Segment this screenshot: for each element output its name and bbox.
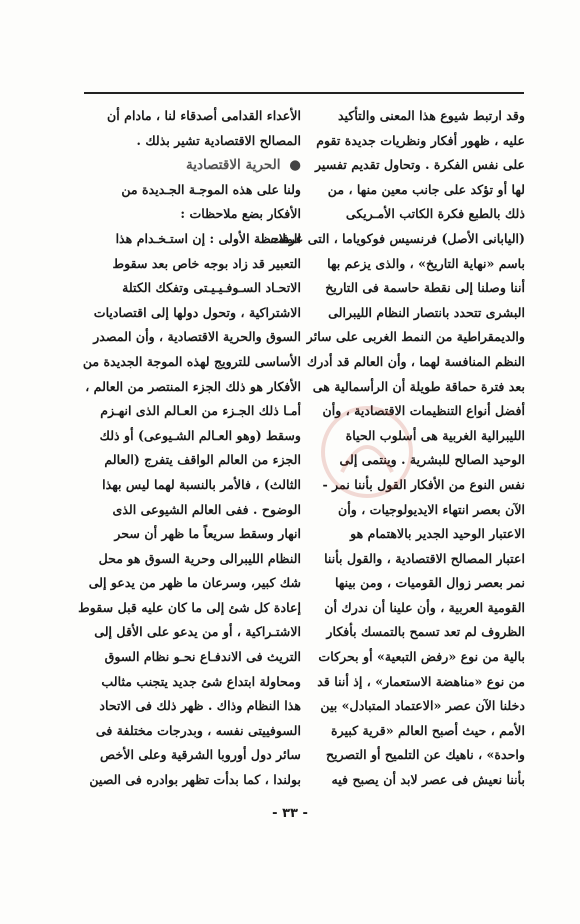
left-column-body-line: الأفكار بضع ملاحظات :: [180, 206, 301, 222]
right-column-line: ذلك بالطبع فكرة الكاتب الأمـريكى: [345, 206, 525, 222]
right-column-line: اعتبار المصالح الاقتصادية ، والقول بأننا: [324, 550, 525, 566]
right-column-line: بأننا نعيش فى عصر لابد أن يصبح فيه: [331, 772, 525, 788]
right-column-line: نفس النوع من الأفكار القول بأننا نمر -: [322, 476, 525, 492]
left-column-body-line: الجزء من العالم الواقف يتفرج (العالم: [104, 452, 301, 468]
left-column-body-line: إعادة كل شئ إلى ما كان عليه قبل سقوط: [78, 599, 301, 615]
left-column-body-line: التريث فى الاندفـاع نحـو نظام السوق: [104, 649, 301, 665]
left-column-body-line: وسقط (وهو العـالم الشـيوعى) أو ذلك: [99, 427, 301, 443]
left-column-body-line: بولندا ، كما بدأت تظهر بوادره فى الصين: [89, 772, 301, 788]
left-column-body-line: الأساسى للترويج لهذه الموجة الجديدة من: [82, 353, 301, 369]
left-column-body-line: الاتحـاد السـوفـيـيـتى وتفكك الكتلة: [122, 280, 301, 296]
publisher-watermark: [282, 402, 452, 512]
right-column-line: باسم «نهاية التاريخ» ، والذى يزعم بها: [327, 255, 525, 271]
right-column-line: القومية العربية ، وأن علينا أن ندرك أن: [324, 599, 525, 615]
heading-bullet-icon: ●: [289, 157, 301, 174]
left-column-body-line: الملاحظة الأولى : إن استـخـدام هذا: [115, 230, 301, 246]
left-column-body-line: انهار وسقط سريعاً ما ظهر أن سحر: [114, 526, 301, 542]
right-column-line: بالية من نوع «رفض التبعية» أو بحركات: [318, 649, 525, 665]
left-column-body-line: هذا النظام وذاك . ظهر ذلك فى الاتحاد: [99, 698, 301, 714]
top-rule: [84, 92, 524, 94]
right-column-line: الوحيد الصالح للبشرية . وينتمى إلى: [339, 452, 525, 468]
left-column-body-line: الوضوح . ففى العالم الشيوعى الذى: [112, 501, 301, 517]
right-column-line: النظم المنافسة لهما ، وأن العالم قد أدرك: [306, 353, 525, 369]
left-column-body-line: ومحاولة ابتداع شئ جديد يتجنب مثالب: [101, 673, 301, 689]
section-heading-text: الحرية الاقتصادية: [185, 157, 281, 174]
left-column-body-line: الأفكار هو ذلك الجزء المنتصر من العالم ،: [85, 378, 301, 394]
right-column-line: نمر بعصر زوال القوميات ، ومن بينها: [335, 575, 525, 591]
right-column-line: وقد ارتبط شيوع هذا المعنى والتأكيد: [337, 108, 525, 123]
right-column-line: أفضل أنواع التنظيمات الاقتصادية ، وأن: [322, 403, 525, 419]
right-column-line: الليبرالية الغربية هى أسلوب الحياة: [345, 427, 525, 443]
left-column-body-line: الاشتـراكية ، أو من يدعو على الأقل إلى: [94, 624, 301, 640]
right-column-line: والديمقراطية من النمط الغربى على سائر: [306, 329, 525, 345]
left-column-body-line: التعبير قد زاد بوجه خاص بعد سقوط: [112, 255, 301, 271]
right-column-line: البشرى تتحدد بانتصار النظام الليبرالى: [328, 304, 525, 320]
right-column-line: عليه ، ظهور أفكار ونظريات جديدة تقوم: [316, 132, 525, 148]
right-column-line: أننا وصلنا إلى نقطة حاسمة فى التاريخ: [325, 280, 525, 296]
left-column-body-line: السوق والحرية الاقتصادية ، وأن المصدر: [93, 329, 301, 345]
section-heading: [83, 153, 301, 178]
right-column-line: دخلنا الآن عصر «الاعتماد المتبادل» بين: [320, 698, 525, 714]
left-column-body-line: شك كبير، وسرعان ما ظهر من يدعو إلى: [88, 575, 301, 591]
left-column-body-line: الثالث) ، فالأمر بالنسبة لهما ليس بهذا: [102, 476, 301, 492]
page-number: - ٣٣ -: [272, 806, 308, 821]
right-column-line: الآن بعصر انتهاء الايديولوجيات ، وأن: [338, 501, 525, 517]
right-column-line: (اليابانى الأصل) فرنسيس فوكوياما ، التى عرفت: [270, 230, 525, 246]
left-column-top-line: الأعداء القدامى أصدقاء لنا ، مادام أن: [107, 108, 301, 123]
left-column-body-line: سائر دول أوروبا الشرقية وعلى الأخص: [100, 747, 301, 763]
left-column-body-line: الاشتراكية ، وتحول دولها إلى اقتصاديات: [93, 304, 301, 320]
right-column-line: على نفس الفكرة . وتحاول تقديم تفسير: [314, 157, 525, 173]
left-column-body-line: أمـا ذلك الجـزء من العـالم الذى انهـزم: [100, 403, 301, 419]
left-column-top-line: المصالح الاقتصادية تشير بذلك .: [136, 132, 301, 148]
right-column-line: واحدة» ، ناهيك عن التلميح أو التصريح: [325, 747, 525, 763]
right-column-line: لها أو تؤكد على جانب معين منها ، من: [327, 181, 525, 197]
right-column-line: من نوع «مناهضة الاستعمار» ، إذ أننا قد: [317, 673, 525, 689]
left-column: [78, 104, 301, 793]
right-column-line: الاعتبار الوحيد الجدير بالاهتمام هو: [350, 526, 525, 542]
right-column-line: بعد فترة حماقة طويلة أن الرأسمالية هى: [312, 378, 525, 394]
left-column-body-line: ولنا على هذه الموجـة الجـديدة من: [121, 181, 301, 197]
left-column-body-line: السوفييتى نفسه ، وبدرجات مختلفة فى: [95, 722, 301, 738]
right-column-line: الأمم ، حيث أصبح العالم «قرية كبيرة: [331, 722, 525, 738]
left-column-body-line: النظام الليبرالى وحرية السوق هو محل: [98, 550, 301, 566]
right-column-line: الظروف لم تعد تسمح بالتمسك بأفكار: [326, 624, 525, 640]
